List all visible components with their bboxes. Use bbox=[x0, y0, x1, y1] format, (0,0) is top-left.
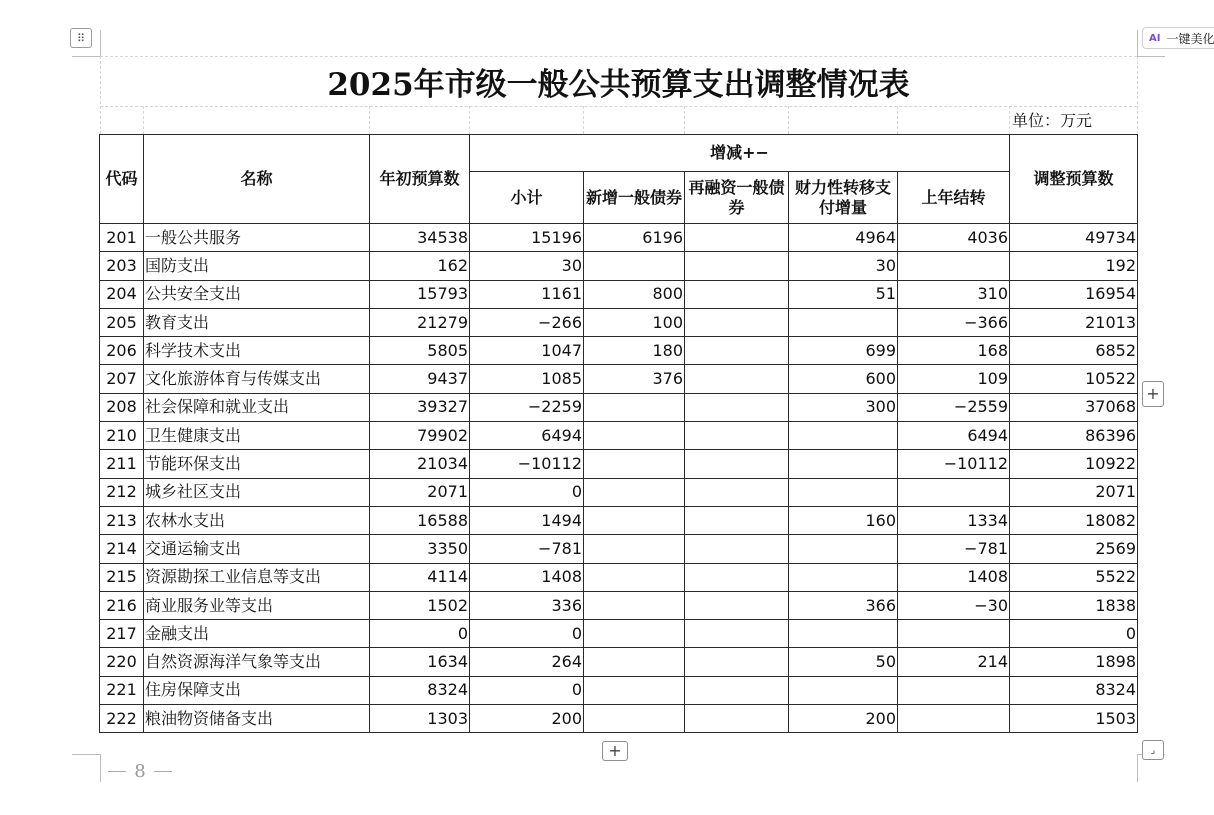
cell-prior-year-carryover: −781 bbox=[898, 535, 1010, 563]
table-row bbox=[100, 365, 1138, 393]
column-guide bbox=[369, 106, 370, 134]
cell-adjusted-budget: 192 bbox=[1010, 252, 1138, 280]
cell-refinancing-bonds bbox=[685, 506, 789, 534]
ai-beautify-label: 一键美化 bbox=[1166, 31, 1214, 46]
cell-name: 农林水支出 bbox=[144, 506, 370, 534]
cell-adjusted-budget: 21013 bbox=[1010, 308, 1138, 336]
cell-refinancing-bonds bbox=[685, 224, 789, 252]
drag-grip-icon: ⠿ bbox=[76, 31, 86, 45]
add-row-button[interactable] bbox=[602, 741, 628, 761]
table-row bbox=[100, 563, 1138, 591]
cell-subtotal: 0 bbox=[470, 478, 584, 506]
header-adjusted-budget: 调整预算数 bbox=[1010, 135, 1138, 224]
cell-new-general-bonds bbox=[584, 450, 685, 478]
column-guide bbox=[469, 106, 470, 134]
cell-subtotal: 1085 bbox=[470, 365, 584, 393]
cell-code: 204 bbox=[100, 280, 144, 308]
page-number-dash bbox=[154, 771, 172, 772]
cell-refinancing-bonds bbox=[685, 591, 789, 619]
cell-refinancing-bonds bbox=[685, 478, 789, 506]
add-column-button[interactable] bbox=[1142, 381, 1164, 407]
cell-code: 205 bbox=[100, 308, 144, 336]
table-row bbox=[100, 478, 1138, 506]
cell-prior-year-carryover: 4036 bbox=[898, 224, 1010, 252]
cell-new-general-bonds: 800 bbox=[584, 280, 685, 308]
ai-beautify-button[interactable] bbox=[1142, 27, 1214, 49]
cell-name: 社会保障和就业支出 bbox=[144, 393, 370, 421]
cell-prior-year-carryover bbox=[898, 620, 1010, 648]
cell-refinancing-bonds bbox=[685, 422, 789, 450]
cell-code: 213 bbox=[100, 506, 144, 534]
ai-icon: AI bbox=[1149, 32, 1161, 44]
column-guide bbox=[143, 106, 144, 134]
cell-initial-budget: 1634 bbox=[370, 648, 470, 676]
cell-code: 210 bbox=[100, 422, 144, 450]
cell-subtotal: 30 bbox=[470, 252, 584, 280]
cell-prior-year-carryover: 310 bbox=[898, 280, 1010, 308]
cell-adjusted-budget: 2569 bbox=[1010, 535, 1138, 563]
cell-subtotal: −2259 bbox=[470, 393, 584, 421]
cell-new-general-bonds bbox=[584, 563, 685, 591]
cell-prior-year-carryover: 214 bbox=[898, 648, 1010, 676]
cell-code: 217 bbox=[100, 620, 144, 648]
page-number-value: 8 bbox=[134, 760, 146, 782]
cell-subtotal: −10112 bbox=[470, 450, 584, 478]
cell-transfer-increase: 50 bbox=[789, 648, 898, 676]
cell-transfer-increase: 200 bbox=[789, 705, 898, 733]
cell-name: 公共安全支出 bbox=[144, 280, 370, 308]
cell-adjusted-budget: 6852 bbox=[1010, 337, 1138, 365]
cell-transfer-increase: 699 bbox=[789, 337, 898, 365]
table-row bbox=[100, 308, 1138, 336]
cell-transfer-increase bbox=[789, 308, 898, 336]
resize-corner-icon: ⌟ bbox=[1150, 744, 1156, 756]
cell-initial-budget: 8324 bbox=[370, 676, 470, 704]
cell-refinancing-bonds bbox=[685, 676, 789, 704]
cell-prior-year-carryover: −10112 bbox=[898, 450, 1010, 478]
unit-label: 单位：万元 bbox=[1012, 111, 1093, 130]
header-refinancing-bonds: 再融资一般债券 bbox=[685, 172, 789, 224]
table-row bbox=[100, 450, 1138, 478]
header-name: 名称 bbox=[144, 135, 370, 224]
cell-new-general-bonds bbox=[584, 252, 685, 280]
cell-code: 215 bbox=[100, 563, 144, 591]
cell-new-general-bonds: 100 bbox=[584, 308, 685, 336]
cell-name: 节能环保支出 bbox=[144, 450, 370, 478]
cell-new-general-bonds bbox=[584, 506, 685, 534]
cell-adjusted-budget: 8324 bbox=[1010, 676, 1138, 704]
cell-initial-budget: 79902 bbox=[370, 422, 470, 450]
table-row bbox=[100, 252, 1138, 280]
cell-subtotal: 1494 bbox=[470, 506, 584, 534]
cell-new-general-bonds bbox=[584, 620, 685, 648]
cell-initial-budget: 9437 bbox=[370, 365, 470, 393]
cell-transfer-increase: 51 bbox=[789, 280, 898, 308]
cell-prior-year-carryover: 6494 bbox=[898, 422, 1010, 450]
cell-new-general-bonds: 6196 bbox=[584, 224, 685, 252]
cell-new-general-bonds bbox=[584, 705, 685, 733]
column-guide bbox=[684, 106, 685, 134]
page-corner-mark bbox=[1137, 754, 1138, 782]
cell-initial-budget: 21279 bbox=[370, 308, 470, 336]
cell-code: 208 bbox=[100, 393, 144, 421]
cell-adjusted-budget: 16954 bbox=[1010, 280, 1138, 308]
cell-transfer-increase: 160 bbox=[789, 506, 898, 534]
cell-name: 文化旅游体育与传媒支出 bbox=[144, 365, 370, 393]
header-transfer-increase: 财力性转移支付增量 bbox=[789, 172, 898, 224]
cell-subtotal: 6494 bbox=[470, 422, 584, 450]
cell-name: 商业服务业等支出 bbox=[144, 591, 370, 619]
cell-name: 国防支出 bbox=[144, 252, 370, 280]
header-change-group: 增减+− bbox=[470, 135, 1010, 172]
cell-code: 212 bbox=[100, 478, 144, 506]
header-subtotal: 小计 bbox=[470, 172, 584, 224]
page-corner-mark bbox=[1137, 56, 1165, 57]
cell-prior-year-carryover: 109 bbox=[898, 365, 1010, 393]
cell-name: 交通运输支出 bbox=[144, 535, 370, 563]
cell-initial-budget: 39327 bbox=[370, 393, 470, 421]
table-row bbox=[100, 422, 1138, 450]
cell-adjusted-budget: 10522 bbox=[1010, 365, 1138, 393]
cell-refinancing-bonds bbox=[685, 620, 789, 648]
plus-icon: + bbox=[1146, 384, 1160, 403]
cell-prior-year-carryover bbox=[898, 676, 1010, 704]
cell-prior-year-carryover: 168 bbox=[898, 337, 1010, 365]
cell-new-general-bonds bbox=[584, 535, 685, 563]
cell-refinancing-bonds bbox=[685, 535, 789, 563]
cell-initial-budget: 162 bbox=[370, 252, 470, 280]
cell-code: 201 bbox=[100, 224, 144, 252]
cell-code: 222 bbox=[100, 705, 144, 733]
cell-name: 教育支出 bbox=[144, 308, 370, 336]
budget-table bbox=[99, 134, 1138, 733]
table-row bbox=[100, 224, 1138, 252]
page-corner-mark bbox=[100, 754, 101, 782]
cell-refinancing-bonds bbox=[685, 252, 789, 280]
table-row bbox=[100, 393, 1138, 421]
cell-prior-year-carryover: −366 bbox=[898, 308, 1010, 336]
cell-new-general-bonds: 376 bbox=[584, 365, 685, 393]
cell-adjusted-budget: 37068 bbox=[1010, 393, 1138, 421]
cell-transfer-increase: 30 bbox=[789, 252, 898, 280]
column-guide bbox=[583, 106, 584, 134]
cell-prior-year-carryover bbox=[898, 705, 1010, 733]
plus-icon: + bbox=[608, 741, 622, 760]
cell-refinancing-bonds bbox=[685, 280, 789, 308]
cell-adjusted-budget: 49734 bbox=[1010, 224, 1138, 252]
cell-name: 科学技术支出 bbox=[144, 337, 370, 365]
cell-adjusted-budget: 10922 bbox=[1010, 450, 1138, 478]
cell-new-general-bonds bbox=[584, 393, 685, 421]
table-row bbox=[100, 620, 1138, 648]
cell-transfer-increase bbox=[789, 450, 898, 478]
page-corner-mark bbox=[100, 30, 101, 56]
table-resize-handle[interactable] bbox=[1142, 740, 1164, 760]
cell-adjusted-budget: 2071 bbox=[1010, 478, 1138, 506]
cell-name: 一般公共服务 bbox=[144, 224, 370, 252]
cell-prior-year-carryover: 1408 bbox=[898, 563, 1010, 591]
cell-subtotal: 1047 bbox=[470, 337, 584, 365]
cell-new-general-bonds bbox=[584, 591, 685, 619]
cell-initial-budget: 34538 bbox=[370, 224, 470, 252]
cell-refinancing-bonds bbox=[685, 563, 789, 591]
cell-adjusted-budget: 86396 bbox=[1010, 422, 1138, 450]
table-row bbox=[100, 705, 1138, 733]
table-row bbox=[100, 676, 1138, 704]
cell-initial-budget: 1502 bbox=[370, 591, 470, 619]
cell-subtotal: 15196 bbox=[470, 224, 584, 252]
cell-refinancing-bonds bbox=[685, 648, 789, 676]
cell-code: 220 bbox=[100, 648, 144, 676]
cell-prior-year-carryover: 1334 bbox=[898, 506, 1010, 534]
cell-prior-year-carryover bbox=[898, 252, 1010, 280]
table-row bbox=[100, 337, 1138, 365]
cell-new-general-bonds bbox=[584, 676, 685, 704]
cell-initial-budget: 1303 bbox=[370, 705, 470, 733]
cell-prior-year-carryover: −30 bbox=[898, 591, 1010, 619]
table-row bbox=[100, 535, 1138, 563]
page-corner-mark bbox=[72, 56, 100, 57]
cell-initial-budget: 2071 bbox=[370, 478, 470, 506]
cell-code: 211 bbox=[100, 450, 144, 478]
cell-new-general-bonds bbox=[584, 648, 685, 676]
cell-subtotal: 0 bbox=[470, 620, 584, 648]
cell-initial-budget: 3350 bbox=[370, 535, 470, 563]
cell-transfer-increase: 4964 bbox=[789, 224, 898, 252]
table-row bbox=[100, 506, 1138, 534]
cell-transfer-increase bbox=[789, 478, 898, 506]
cell-initial-budget: 16588 bbox=[370, 506, 470, 534]
cell-code: 203 bbox=[100, 252, 144, 280]
cell-initial-budget: 4114 bbox=[370, 563, 470, 591]
cell-name: 金融支出 bbox=[144, 620, 370, 648]
cell-adjusted-budget: 1503 bbox=[1010, 705, 1138, 733]
cell-refinancing-bonds bbox=[685, 393, 789, 421]
page-corner-mark bbox=[1137, 30, 1138, 56]
cell-refinancing-bonds bbox=[685, 450, 789, 478]
page-number-dash bbox=[108, 771, 126, 772]
table-row bbox=[100, 591, 1138, 619]
table-row bbox=[100, 648, 1138, 676]
cell-transfer-increase bbox=[789, 620, 898, 648]
cell-code: 216 bbox=[100, 591, 144, 619]
cell-name: 资源勘探工业信息等支出 bbox=[144, 563, 370, 591]
cell-transfer-increase: 300 bbox=[789, 393, 898, 421]
cell-transfer-increase bbox=[789, 535, 898, 563]
header-prior-year-carryover: 上年结转 bbox=[898, 172, 1010, 224]
cell-code: 207 bbox=[100, 365, 144, 393]
cell-initial-budget: 21034 bbox=[370, 450, 470, 478]
cell-initial-budget: 5805 bbox=[370, 337, 470, 365]
cell-code: 221 bbox=[100, 676, 144, 704]
column-guide bbox=[897, 106, 898, 134]
cell-name: 城乡社区支出 bbox=[144, 478, 370, 506]
cell-adjusted-budget: 1838 bbox=[1010, 591, 1138, 619]
cell-prior-year-carryover bbox=[898, 478, 1010, 506]
cell-initial-budget: 15793 bbox=[370, 280, 470, 308]
cell-subtotal: 336 bbox=[470, 591, 584, 619]
cell-code: 206 bbox=[100, 337, 144, 365]
cell-subtotal: 1161 bbox=[470, 280, 584, 308]
cell-refinancing-bonds bbox=[685, 337, 789, 365]
cell-subtotal: 0 bbox=[470, 676, 584, 704]
cell-new-general-bonds bbox=[584, 478, 685, 506]
cell-transfer-increase: 600 bbox=[789, 365, 898, 393]
cell-subtotal: 1408 bbox=[470, 563, 584, 591]
header-new-general-bonds: 新增一般债券 bbox=[584, 172, 685, 224]
cell-adjusted-budget: 0 bbox=[1010, 620, 1138, 648]
cell-refinancing-bonds bbox=[685, 365, 789, 393]
cell-refinancing-bonds bbox=[685, 705, 789, 733]
page-corner-mark bbox=[72, 754, 100, 755]
cell-adjusted-budget: 18082 bbox=[1010, 506, 1138, 534]
cell-adjusted-budget: 5522 bbox=[1010, 563, 1138, 591]
cell-adjusted-budget: 1898 bbox=[1010, 648, 1138, 676]
cell-transfer-increase bbox=[789, 422, 898, 450]
cell-name: 卫生健康支出 bbox=[144, 422, 370, 450]
cell-new-general-bonds bbox=[584, 422, 685, 450]
header-initial-budget: 年初预算数 bbox=[370, 135, 470, 224]
column-guide bbox=[788, 106, 789, 134]
cell-name: 自然资源海洋气象等支出 bbox=[144, 648, 370, 676]
cell-prior-year-carryover: −2559 bbox=[898, 393, 1010, 421]
cell-transfer-increase bbox=[789, 563, 898, 591]
table-drag-handle[interactable] bbox=[70, 28, 92, 48]
cell-subtotal: −781 bbox=[470, 535, 584, 563]
cell-code: 214 bbox=[100, 535, 144, 563]
page-guide-under-title bbox=[100, 106, 1137, 107]
header-code: 代码 bbox=[100, 135, 144, 224]
cell-new-general-bonds: 180 bbox=[584, 337, 685, 365]
cell-transfer-increase bbox=[789, 676, 898, 704]
cell-name: 粮油物资储备支出 bbox=[144, 705, 370, 733]
page-number bbox=[104, 760, 176, 782]
cell-initial-budget: 0 bbox=[370, 620, 470, 648]
cell-subtotal: 200 bbox=[470, 705, 584, 733]
cell-name: 住房保障支出 bbox=[144, 676, 370, 704]
document-title: 2025年市级一般公共预算支出调整情况表 bbox=[327, 66, 910, 103]
cell-subtotal: −266 bbox=[470, 308, 584, 336]
table-row bbox=[100, 280, 1138, 308]
cell-refinancing-bonds bbox=[685, 308, 789, 336]
cell-transfer-increase: 366 bbox=[789, 591, 898, 619]
cell-subtotal: 264 bbox=[470, 648, 584, 676]
